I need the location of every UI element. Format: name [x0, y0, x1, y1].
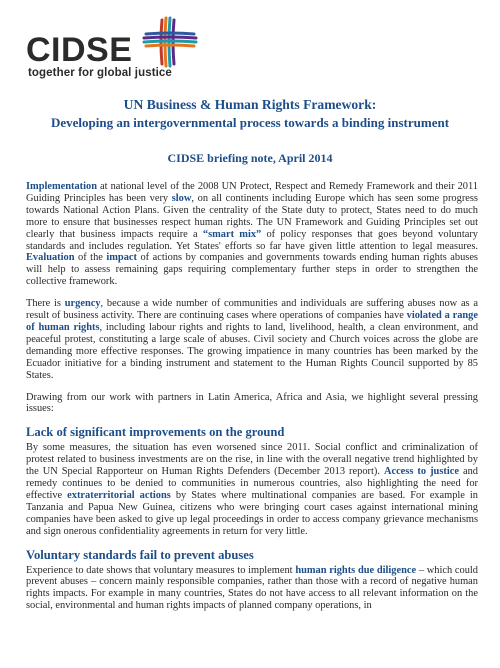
- highlight-due-diligence: human rights due diligence: [295, 564, 417, 576]
- paragraph-worsened: [26, 442, 478, 537]
- highlight-slow: slow: [171, 192, 192, 204]
- document-title: UN Business & Human Rights Framework:: [123, 97, 377, 112]
- text-span: of the: [74, 252, 107, 264]
- highlight-implementation: Implementation: [26, 181, 97, 192]
- highlight-violated-rights: violated a range of human rights: [26, 310, 478, 333]
- highlight-access-to-justice: Access to justice: [383, 466, 459, 478]
- highlight-smart-mix: “smart mix”: [202, 228, 262, 240]
- paragraph-due-diligence: [26, 565, 478, 613]
- text-span: and remedy continues to be denied to communities in numerous countries, also highlighting the need for effective: [26, 466, 478, 501]
- document-subtitle: Developing an intergovernmental process towards a binding instrument: [50, 115, 450, 130]
- highlight-extraterritorial-actions: extraterritorial actions: [67, 489, 171, 501]
- paragraph-urgency: [26, 298, 478, 381]
- text-span: of actions by companies and governments towards ending human rights abuses will help to assess remaining gaps requiring complementary further steps in order to strengthen the collective framework.: [26, 252, 478, 288]
- title-block: [0, 96, 500, 166]
- text-span: , on all continents including Europe which has seen some progress towards National Action Plans. Given the centrality of the State duty to protect, States need to do much more to ensure that businesses respect human rights. The UN Framework and Guiding Principles set out clearly that business impacts require a: [26, 192, 478, 240]
- paragraph-implementation: [26, 181, 478, 288]
- highlight-urgency: urgency: [64, 298, 101, 310]
- briefing-note-date: CIDSE briefing note, April 2014: [167, 151, 333, 165]
- text-span: of policy responses that goes beyond voluntary standards and includes regulation. Yet States' efforts so far have given little attention to legal measures.: [26, 228, 479, 252]
- text-span: There is: [26, 298, 65, 310]
- paragraph-pressing-issues: Drawing from our work with partners in Latin America, Africa and Asia, we highlight several pressing issues:: [26, 391, 478, 415]
- heading-voluntary-standards: Voluntary standards fail to prevent abuses: [26, 547, 254, 562]
- text-span: Experience to date shows that voluntary measures to implement: [26, 564, 296, 576]
- highlight-impact: impact: [106, 252, 137, 264]
- header: [22, 12, 492, 82]
- document-body: [26, 181, 478, 622]
- cidse-logo-mark: [140, 12, 210, 72]
- text-span: , because a wide number of communities and individuals are suffering abuses now as a result of business activity. There are continuing cases where operations of companies have: [26, 298, 479, 322]
- logo-tagline: together for global justice: [28, 67, 172, 79]
- logo-wordmark: CIDSE: [26, 31, 133, 69]
- text-span: by States where multinational companies are based. For example in Tanzania and Papua New Guinea, citizens who were bringing court cases against international mining companies have been asked to give up legal proceedings in order to access company grievance mechanisms and sign onerous confidentiality agreements in return for very little.: [26, 489, 478, 537]
- text-span: – which could prevent abuses – concern mainly responsible companies, rather than those with a record of negative human rights impacts. For example in many countries, States do not have access to all relevant information on the social, environmental and human rights impacts of planned company operations, in: [26, 564, 478, 612]
- text-span: By some measures, the situation has even worsened since 2011. Social conflict and criminalization of protest related to business investments are on the rise, in line with the overall negative trend highlighted by the UN Special Rapporteur on Human Rights Defenders (December 2013 report).: [26, 442, 478, 478]
- highlight-evaluation: Evaluation: [26, 252, 75, 264]
- text-span: at national level of the 2008 UN Protect, Respect and Remedy Framework and their 2011 Guiding Principles has been very: [26, 181, 478, 204]
- heading-lack-of-improvements: Lack of significant improvements on the ground: [26, 425, 285, 440]
- text-span: , including labour rights and rights to land, livelihood, health, a clean environment, and peaceful protest, constituting a large scale of abuses. Civil society and Church voices across the globe are demanding more effective responses. The growing impatience in many countries has been marked by the Ecuador initiative for a binding instrument and statement to the Human Rights Council supported by 85 States.: [26, 321, 479, 381]
